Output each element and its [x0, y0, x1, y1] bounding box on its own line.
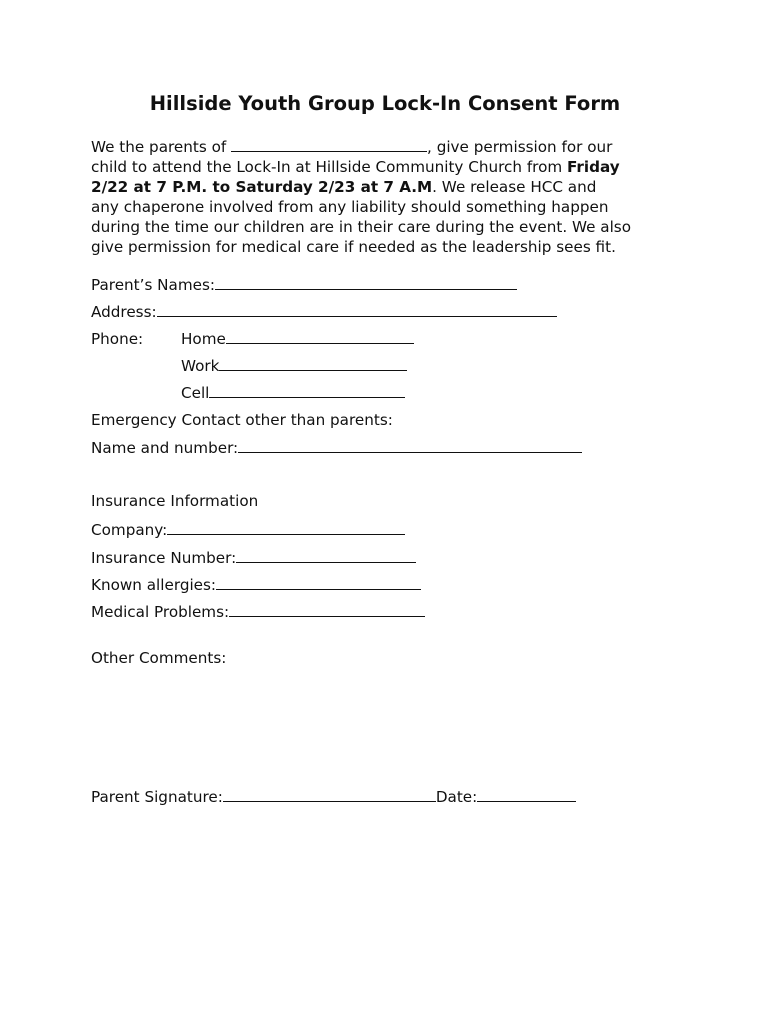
other-comments-label: Other Comments:	[91, 649, 227, 667]
form-title: Hillside Youth Group Lock-In Consent Form	[149, 92, 621, 115]
date-label: Date:	[435, 788, 478, 806]
child-name-blank[interactable]	[231, 136, 427, 152]
name-number-row	[91, 437, 582, 458]
insurance-number-row	[91, 547, 416, 568]
phone-cell-row	[91, 382, 405, 403]
signature-label: Parent Signature:	[91, 788, 223, 806]
signature-row	[91, 786, 576, 807]
intro-text: give permission for medical care if needed as the leadership sees fit.	[91, 238, 616, 256]
insurance-heading: Insurance Information	[91, 492, 259, 510]
name-number-label: Name and number:	[91, 439, 239, 457]
intro-bold-text: 2/22 at 7 P.M. to Saturday 2/23 at 7 A.M	[91, 178, 433, 196]
medical-problems-label: Medical Problems:	[91, 603, 230, 621]
intro-paragraph	[91, 136, 691, 257]
medical-problems-row	[91, 601, 425, 622]
name-number-blank[interactable]	[238, 437, 582, 453]
intro-text: We the parents of	[91, 138, 227, 156]
intro-text: . We release HCC and	[432, 178, 597, 196]
parents-names-label: Parent’s Names:	[91, 276, 216, 294]
intro-bold-text: Friday	[567, 158, 620, 176]
address-row	[91, 301, 557, 322]
address-blank[interactable]	[157, 301, 557, 317]
intro-text: , give permission for our	[427, 138, 613, 156]
address-label: Address:	[91, 303, 157, 321]
home-phone-blank[interactable]	[226, 328, 414, 344]
intro-text: during the time our children are in their care during the event. We also	[91, 218, 632, 236]
company-label: Company:	[91, 521, 168, 539]
company-blank[interactable]	[167, 519, 405, 535]
date-blank[interactable]	[477, 786, 576, 802]
emergency-contact-heading: Emergency Contact other than parents:	[91, 411, 393, 429]
allergies-blank[interactable]	[216, 574, 421, 590]
intro-text: any chaperone involved from any liability should something happen	[91, 198, 609, 216]
parents-names-blank[interactable]	[215, 274, 517, 290]
phone-label: Phone:	[91, 330, 144, 348]
signature-blank[interactable]	[223, 786, 436, 802]
allergies-row	[91, 574, 421, 595]
company-row	[91, 519, 405, 540]
work-phone-blank[interactable]	[219, 355, 407, 371]
medical-problems-blank[interactable]	[229, 601, 425, 617]
cell-label: Cell	[181, 384, 210, 402]
phone-work-row	[91, 355, 407, 376]
insurance-number-blank[interactable]	[236, 547, 416, 563]
phone-home-row	[91, 328, 414, 349]
work-label: Work	[181, 357, 220, 375]
parents-names-row	[91, 274, 517, 295]
cell-phone-blank[interactable]	[209, 382, 405, 398]
insurance-number-label: Insurance Number:	[91, 549, 237, 567]
intro-text: child to attend the Lock-In at Hillside Community Church from	[91, 158, 563, 176]
home-label: Home	[181, 330, 226, 348]
allergies-label: Known allergies:	[91, 576, 217, 594]
